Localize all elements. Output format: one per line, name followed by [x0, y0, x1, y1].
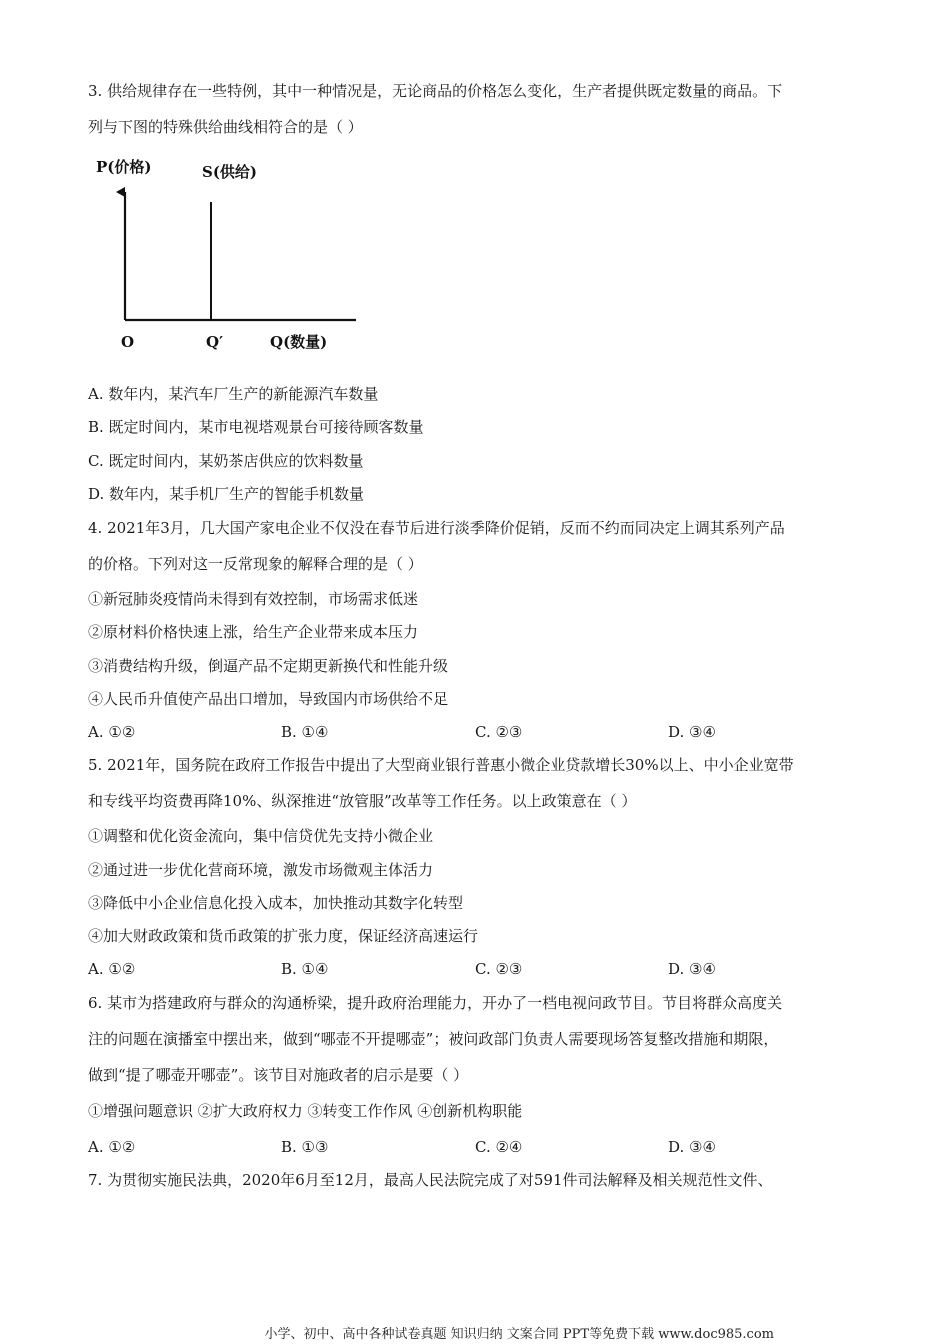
q5-statement-4: ④加大财政政策和货币政策的扩张力度，保证经济高速运行	[88, 927, 479, 945]
origin-label: O	[121, 333, 135, 351]
q3-stem-line2: 列与下图的特殊供给曲线相符合的是（ ）	[88, 118, 363, 136]
q7-stem-line1: 7. 为贯彻实施民法典，2020年6月至12月，最高人民法院完成了对591件司法解释及相关规范性文件、	[88, 1171, 773, 1189]
supply-curve-chart	[88, 150, 368, 360]
q4-statement-4: ④人民币升值使产品出口增加，导致国内市场供给不足	[88, 690, 449, 708]
page-footer	[0, 1323, 950, 1342]
q6-stem-line3: 做到“提了哪壶开哪壶”。该节目对施政者的启示是要（ ）	[88, 1066, 469, 1084]
q4-statement-1: ①新冠肺炎疫情尚未得到有效控制，市场需求低迷	[88, 590, 419, 608]
q6-stem-line2: 注的问题在演播室中摆出来，做到“哪壶不开提哪壶”；被问政部门负责人需要现场答复整改措施和期限，	[88, 1030, 779, 1048]
y-axis-label: P(价格)	[96, 158, 152, 176]
q3-option-a: A. 数年内，某汽车厂生产的新能源汽车数量	[88, 385, 379, 403]
x-axis-label: Q(数量)	[270, 333, 328, 351]
q4-choice-b: B. ①④	[281, 723, 329, 741]
q5-choice-c: C. ②③	[475, 960, 523, 978]
q6-choice-c: C. ②④	[475, 1138, 523, 1156]
q5-stem-line1: 5. 2021年，国务院在政府工作报告中提出了大型商业银行普惠小微企业贷款增长30%以上、中小企业宽带	[88, 756, 794, 774]
q5-choice-b: B. ①④	[281, 960, 329, 978]
q3-option-c: C. 既定时间内，某奶茶店供应的饮料数量	[88, 452, 364, 470]
q4-statement-3: ③消费结构升级，倒逼产品不定期更新换代和性能升级	[88, 657, 449, 675]
supply-curve-label: S(供给)	[202, 163, 258, 181]
q4-choice-a: A. ①②	[88, 723, 136, 741]
q6-choice-d: D. ③④	[668, 1138, 716, 1156]
q-prime-label: Q′	[206, 333, 224, 351]
q5-choice-a: A. ①②	[88, 960, 136, 978]
q6-stem-line1: 6. 某市为搭建政府与群众的沟通桥梁，提升政府治理能力，开办了一档电视问政节目。节目将群众高度关	[88, 994, 783, 1012]
q5-statement-1: ①调整和优化资金流向，集中信贷优先支持小微企业	[88, 827, 434, 845]
q3-option-d: D. 数年内，某手机厂生产的智能手机数量	[88, 485, 365, 503]
q5-statement-3: ③降低中小企业信息化投入成本，加快推动其数字化转型	[88, 894, 464, 912]
q6-choice-b: B. ①③	[281, 1138, 329, 1156]
q4-stem-line2: 的价格。下列对这一反常现象的解释合理的是（ ）	[88, 555, 423, 573]
q4-stem-line1: 4. 2021年3月，几大国产家电企业不仅没在春节后进行淡季降价促销，反而不约而同决定上调其系列产品	[88, 519, 785, 537]
q5-statement-2: ②通过进一步优化营商环境，激发市场微观主体活力	[88, 861, 434, 879]
q6-choice-a: A. ①②	[88, 1138, 136, 1156]
q6-statements: ①增强问题意识 ②扩大政府权力 ③转变工作作风 ④创新机构职能	[88, 1102, 523, 1120]
q3-option-b: B. 既定时间内，某市电视塔观景台可接待顾客数量	[88, 418, 424, 436]
q4-choice-d: D. ③④	[668, 723, 716, 741]
q5-stem-line2: 和专线平均资费再降10%、纵深推进“放管服”改革等工作任务。以上政策意在（ ）	[88, 792, 637, 810]
footer-text: 小学、初中、高中各种试卷真题 知识归纳 文案合同 PPT等免费下载 www.doc985.com	[264, 1327, 774, 1342]
q5-choice-d: D. ③④	[668, 960, 716, 978]
q3-stem-line1: 3. 供给规律存在一些特例，其中一种情况是，无论商品的价格怎么变化，生产者提供既定数量的商品。下	[88, 82, 783, 100]
q4-statement-2: ②原材料价格快速上涨，给生产企业带来成本压力	[88, 623, 419, 641]
q4-choice-c: C. ②③	[475, 723, 523, 741]
